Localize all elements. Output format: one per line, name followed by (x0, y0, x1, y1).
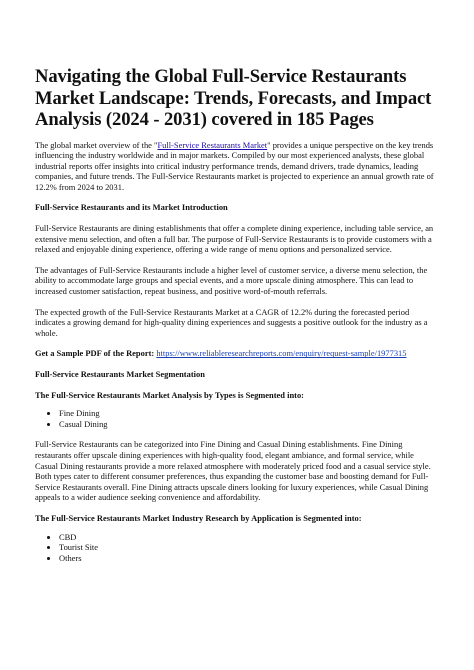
list-item: • Others (59, 553, 438, 564)
types-list (35, 408, 438, 429)
market-link[interactable]: Full-Service Restaurants Market (157, 139, 268, 150)
intro-text-after: " provides a unique perspective on the key trends influencing the industry worldwide and in major markets. Compiled by our most experienced analysts, these global industrial reports offer insights into critical industry performance trends, demand drivers, trade dynamics, leading companies, and future trends. The Full-Service Restaurants market is projected to experience an annual growth rate of 12.2% from 2024 to 2031. (35, 139, 434, 192)
list-item: • Fine Dining (59, 408, 438, 419)
market-introduction-heading: Full-Service Restaurants and its Market Introduction (35, 202, 228, 213)
list-item: • CBD (59, 532, 438, 543)
segmentation-heading: Full-Service Restaurants Market Segmentation (35, 369, 205, 379)
types-heading: The Full-Service Restaurants Market Analysis by Types is Segmented into: (35, 389, 304, 400)
types-paragraph: Full-Service Restaurants can be categorized into Fine Dining and Casual Dining establishments. Fine Dining restaurants offer upscale dining experiences with high-quality food, elegant ambiance, and formal service, while Casual Dining restaurants provide a more relaxed atmosphere with moderately priced food and a casual service style. Both types cater to different consumer preferences, thus expanding the customer base and boosting demand for Full-Service Restaurants overall. Fine Dining attracts upscale diners looking for luxury experiences, while Casual Dining appeals to a wider audience seeking convenience and affordability. (35, 439, 431, 503)
application-heading: The Full-Service Restaurants Market Industry Research by Application is Segmented into: (35, 512, 362, 523)
intro-text-before: The global market overview of the " (35, 139, 158, 150)
definition-paragraph: Full-Service Restaurants are dining establishments that offer a complete dining experience, including table service, an extensive menu selection, and often a full bar. The purpose of Full-Service Restaurants is to provide customers with a relaxed and enjoyable dining experience, offering a wide range of menu options and personalized service. (35, 223, 434, 255)
sample-pdf-link[interactable]: https://www.reliableresearchreports.com/enquiry/request-sample/1977315 (156, 348, 407, 359)
document-title: Navigating the Global Full-Service Restaurants Market Landscape: Trends, Forecasts, and Impact Analysis (2024 - 2031) covered in 185 Pages (35, 66, 432, 130)
intro-paragraph (35, 140, 438, 193)
list-item: • Tourist Site (59, 542, 438, 553)
applications-list (35, 532, 438, 564)
growth-paragraph: The expected growth of the Full-Service Restaurants Market at a CAGR of 12.2% during the forecasted period indicates a growing demand for high-quality dining experiences and suggests a positive outlook for the industry as a whole. (35, 306, 428, 338)
list-item: • Casual Dining (59, 419, 438, 430)
advantages-paragraph: The advantages of Full-Service Restaurants include a higher level of customer service, a diverse menu selection, the ability to accommodate large groups and special events, and a more upscale dining atmosphere. This can lead to increased customer satisfaction, repeat business, and positive word-of-mouth referrals. (35, 264, 428, 297)
sample-pdf-label: Get a Sample PDF of the Report: (35, 348, 157, 359)
sample-pdf-line (35, 348, 438, 359)
